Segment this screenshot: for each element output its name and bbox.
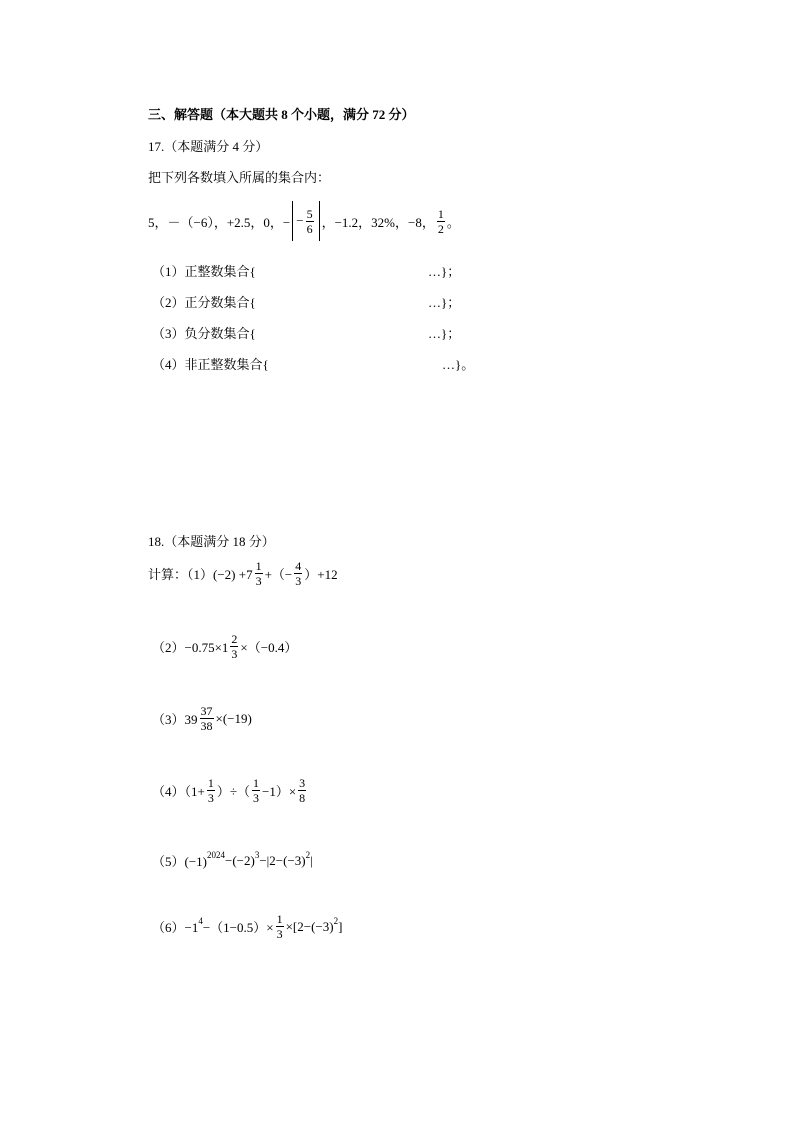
denominator: 8 — [299, 791, 306, 805]
p1-fraction-2 — [294, 560, 302, 587]
numerator: 3 — [299, 776, 306, 790]
p1-fraction-1 — [255, 560, 263, 587]
numerator: 4 — [295, 559, 302, 573]
q18-problem-5 — [152, 851, 313, 870]
q18-problem-2 — [152, 633, 297, 660]
p2-suffix: ×（−0.4） — [240, 640, 298, 655]
p6-fraction — [276, 913, 284, 940]
p5-part-c: −|2−(−3) — [259, 852, 306, 868]
q17-instruction: 把下列各数填入所属的集合内： — [148, 170, 331, 185]
denominator: 3 — [231, 647, 238, 661]
numerator: 1 — [255, 559, 262, 573]
p6-part-c: ×[2−(−3) — [285, 918, 334, 934]
abs-fraction — [306, 208, 314, 235]
denominator: 3 — [295, 574, 302, 588]
set-label: （2）正分数集合{ — [152, 295, 256, 310]
numerator: 37 — [200, 704, 213, 718]
denominator: 3 — [207, 791, 214, 805]
p6-part-d: ] — [338, 918, 343, 934]
p4-fraction-3 — [298, 777, 306, 804]
p3-fraction — [200, 705, 214, 732]
q18-problem-4 — [152, 777, 308, 804]
p3-suffix: ×(−19) — [215, 710, 252, 726]
numbers-part-2: ，−1.2，32%，−8， — [321, 214, 435, 230]
p5-part-a: （5）(−1) — [152, 854, 207, 869]
p6-exponent-1: 4 — [198, 915, 203, 926]
last-numerator: 1 — [437, 206, 444, 221]
abs-numerator: 5 — [306, 206, 313, 221]
set-label: （3）负分数集合{ — [152, 326, 256, 341]
last-denominator: 2 — [437, 221, 444, 236]
q17-number-list — [148, 201, 460, 241]
set-non-positive-integers — [152, 354, 475, 373]
denominator: 3 — [255, 574, 262, 588]
set-end: …}； — [428, 264, 461, 279]
abs-denominator: 6 — [306, 221, 313, 236]
p3-prefix: （3）39 — [152, 712, 198, 727]
p4-mid-2: −1）× — [261, 784, 297, 799]
numbers-part-1: 5，－（−6），+2.5，0，− — [148, 214, 291, 230]
numerator: 1 — [276, 912, 283, 926]
p6-exponent-2: 2 — [333, 915, 339, 926]
p2-fraction — [230, 633, 238, 660]
last-fraction — [437, 208, 445, 235]
q17-header: 17.（本题满分 4 分） — [148, 139, 269, 154]
abs-sign: − — [296, 213, 304, 228]
set-positive-integers — [152, 261, 461, 280]
p6-part-b: −（1−0.5）× — [202, 920, 274, 935]
set-negative-fractions — [152, 323, 461, 342]
section-title: 三、解答题（本大题共 8 个小题，满分 72 分） — [148, 107, 415, 122]
q18-problem-1 — [148, 560, 338, 587]
absolute-value — [292, 201, 319, 241]
numerator: 2 — [231, 632, 238, 646]
set-end: …}； — [428, 295, 461, 310]
p1-suffix: ）+12 — [304, 567, 338, 582]
p4-fraction-1 — [207, 777, 215, 804]
q18-header: 18.（本题满分 18 分） — [148, 534, 275, 549]
p4-mid: ）÷（ — [216, 784, 250, 799]
denominator: 3 — [252, 791, 259, 805]
p1-mid: +（− — [264, 567, 293, 582]
denominator: 3 — [276, 927, 283, 941]
p2-prefix: （2）−0.75×1 — [152, 640, 229, 655]
p5-part-d: | — [310, 852, 313, 868]
p4-fraction-2 — [252, 777, 260, 804]
q18-problem-3 — [152, 705, 252, 732]
p5-exponent-1: 2024 — [207, 849, 225, 860]
p6-part-a: （6）−1 — [152, 920, 199, 935]
set-label: （1）正整数集合{ — [152, 264, 256, 279]
p5-exponent-2: 3 — [254, 849, 260, 860]
q18-problem-6 — [152, 913, 342, 940]
p1-prefix: 计算：（1）(−2) +7 — [148, 567, 253, 582]
numerator: 1 — [207, 776, 214, 790]
p5-exponent-3: 2 — [305, 849, 311, 860]
set-label: （4）非正整数集合{ — [152, 357, 269, 372]
numbers-end: 。 — [446, 214, 460, 230]
numerator: 1 — [252, 776, 259, 790]
p5-part-b: −(−2) — [225, 852, 255, 868]
set-end: …}； — [428, 326, 461, 341]
p4-prefix: （4）（1+ — [152, 784, 205, 799]
set-positive-fractions — [152, 292, 461, 311]
set-end: …}。 — [442, 357, 475, 372]
denominator: 38 — [200, 719, 213, 733]
